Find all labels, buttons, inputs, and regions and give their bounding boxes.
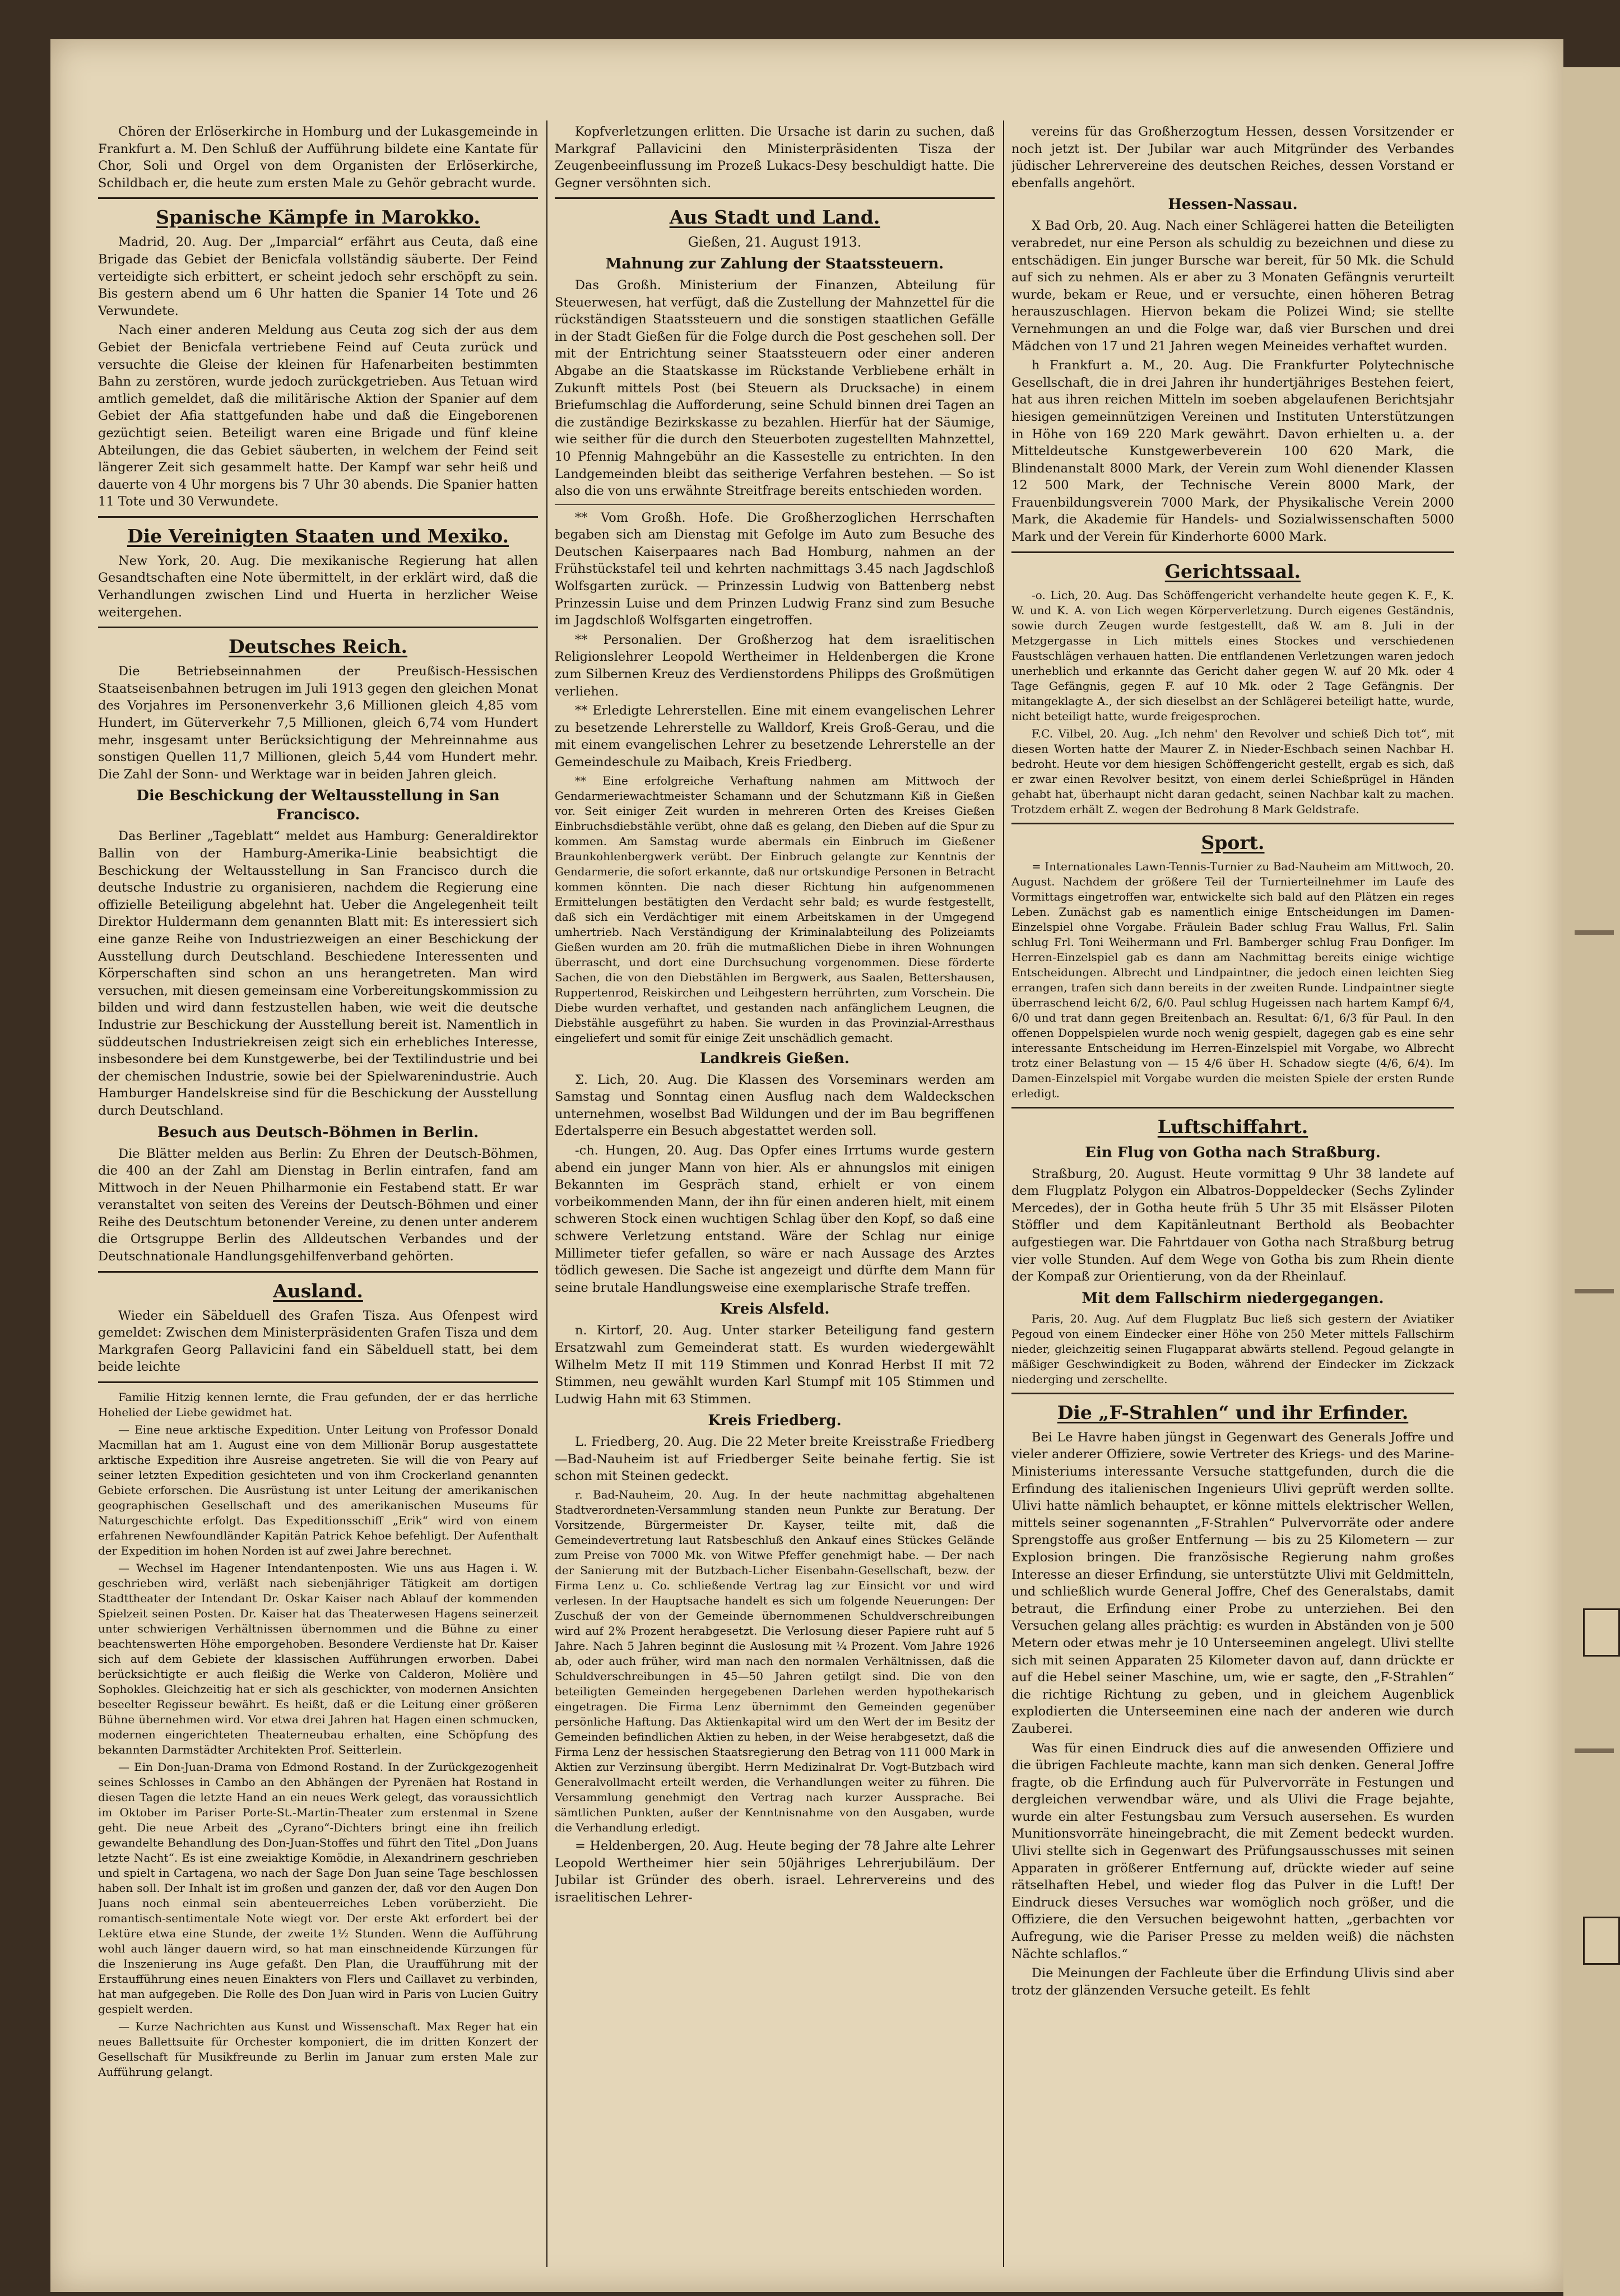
- subheading: Mahnung zur Zahlung der Staatssteuern.: [605, 255, 944, 272]
- paragraph: r. Bad-Nauheim, 20. Aug. In der heute nachmittag abgehaltenen Stadtverordneten-Versammlung standen neun Punkte zur Beratung. Der Vorsitzende, Bürgermeister Dr. Kayser, teilte mit, daß die Gemeindevertretung laut Ratsbeschluß den Ankauf eines Stückes Gelände zum Preise von 7000 Mk. von Witwe Pfeffer genehmigt habe. — Der nach der Sanierung mit der Butzbach-Licher Eisenbahn-Gesellschaft, bezw. der Firma Lenz u. Co. schließende Vertrag lag zur Einsicht vor und wird verlesen. In der Hauptsache handelt es sich um folgende Neuerungen: Der Zuschuß der von der Gemeinde übernommenen Schuldverschreibungen wird auf 2% Prozent herabgesetzt. Die Verlosung dieser Papiere ruht auf 5 Jahre. Nach 5 Jahren beginnt die Auslosung mit ¼ Prozent. Vom Jahre 1926 ab, oder auch früher, wird man nach den normalen Verhältnissen, daß die Schuldverschreibungen in 45—50 Jahren getilgt sind. Die von den beteiligten Gemeinden hergegebenen Darlehen werden hypothekarisch eingetragen. Die Firma Lenz übernimmt den Gemeinden gegenüber persönliche Haftung. Das Aktienkapital wird um den Wert der im Besitz der Gemeinden befindlichen Aktien zu heben, in der Weise herabgesetzt, daß die Firma Lenz der hessischen Staatsregierung den Betrag von 111 000 Mark in Aktien zur Verzinsung übergibt. Herrn Medizinalrat Dr. Vogt-Butzbach wird Generalvollmacht erteilt werden, die Verhandlungen weiter zu führen. Die Versammlung genehmigt den Vertrag nach kurzer Aussprache. Bei sämtlichen Punkten, außer der Kenntnisnahme von den Ausgaben, wurde die Verhandlung erledigt.: [555, 1488, 995, 1835]
- paragraph: Nach einer anderen Meldung aus Ceuta zog sich der aus dem Gebiet der Benicfala vertriebene Feind auf Ceuta zurück und versuchte die Gleise der kleinen für Hafenarbeiten bestimmten Bahn zu zerstören, wurde jedoch zurückgetrieben. Aus Tetuan wird amtlich gemeldet, daß die militärische Aktion der Spanier auf dem Gebiet der Afia stattgefunden habe und daß die Eingeborenen gezüchtigt seien. Beteiligt waren eine Brigade und fünf kleine Abteilungen, die das Gebiet säuberten, in welchem der Feind seit längerer Zeit sich gesammelt hatte. Der Kampf war sehr heiß und dauerte von 4 Uhr morgens bis 7 Uhr 30 abends. Die Spanier hatten 11 Tote und 30 Verwundete.: [98, 323, 538, 509]
- paragraph: Das Großh. Ministerium der Finanzen, Abteilung für Steuerwesen, hat verfügt, daß die Zustellung der Mahnzettel für die rückständigen Staatssteuern und die sonstigen staatlichen Gefälle in der Stadt Gießen für die Folge durch die Post geschehen soll. Der mit der Entrichtung seiner Staatssteuern oder einer anderen Abgabe an die Staatskasse im Rückstande Verbliebene erhält in Zukunft mittels Post (bei Steuern als Drucksache) in einem Briefumschlag die Aufforderung, seine Schuld binnen drei Tagen an die zuständige Bezirkskasse zu bezahlen. Hierfür hat der Säumige, wie seither für die durch den Steuerboten zugestellten Mahnzettel, 10 Pfennig Mahngebühr an die Kassestelle zu entrichten. In den Landgemeinden bleibt das seitherige Verfahren bestehen. — So ist also die von uns erwähnte Streitfrage bereits entschieden worden.: [555, 277, 995, 499]
- divider: [555, 504, 995, 505]
- paragraph: Chören der Erlöserkirche in Homburg und der Lukasgemeinde in Frankfurt a. M. Den Schluß der Aufführung bildete eine Kantate für Chor, Soli und Orgel von dem Organisten der Erlöserkirche, Schildbach er, die heute zum ersten Male zu Gehör gebracht wurde.: [98, 124, 538, 191]
- subheading: Ein Flug von Gotha nach Straßburg.: [1085, 1144, 1381, 1161]
- section-heading: Luftschiffahrt.: [1157, 1115, 1308, 1138]
- paragraph: -o. Lich, 20. Aug. Das Schöffengericht verhandelte heute gegen K. F., K. W. und K. A. von Lich wegen Körperverletzung. Durch eigenes Geständnis, sowie durch Zeugen wurde festgestellt, daß W. am 8. Juli in der Metzgergasse in Lich mittels eines Stockes und verschiedenen Faustschlägen verhauen hatten. Die entflandenen Verletzungen waren jedoch unerheblich und erkannte das Gericht daher gegen W. auf 20 Mk. oder 4 Tage Gefängnis, gegen F. auf 10 Mk. oder 2 Tage Gefängnis. Der mitangeklagte A., der sich dieselbst an der Schlägerei beteiligt hatte, wurde, nicht beteiligt hatte, wurde freigesprochen.: [1011, 588, 1454, 723]
- paragraph: Wieder ein Säbelduell des Grafen Tisza. Aus Ofenpest wird gemeldet: Zwischen dem Ministerpräsidenten Grafen Tisza und dem Markgrafen Georg Pallavicini fand ein Säbelduell statt, bei dem beide leichte: [98, 1308, 538, 1375]
- paragraph: vereins für das Großherzogtum Hessen, dessen Vorsitzender er noch jetzt ist. Der Jubilar war auch Mitgründer des Verbandes jüdischer Lehrervereine des deutschen Reiches, dessen Vorstand er ebenfalls angehört.: [1011, 124, 1454, 191]
- paragraph: Σ. Lich, 20. Aug. Die Klassen des Vorseminars werden am Samstag und Sonntag einen Ausflug nach dem Waldeckschen unternehmen, woselbst Bad Wildungen und der im Bau begriffenen Edertalsperre ein Besuch abgestattet werden soll.: [555, 1072, 995, 1139]
- paragraph: Die Blätter melden aus Berlin: Zu Ehren der Deutsch-Böhmen, die 400 an der Zahl am Dienstag in Berlin eintrafen, fand am Mittwoch in der Neuen Philharmonie ein Festabend statt. Er war veranstaltet von seiten des Vereins der Deutsch-Böhmen und einer Reihe des Deutschtum betonender Vereine, zu denen unter anderem die Ortsgruppe Berlin des Alldeutschen Verbandes und der Deutschnationale Handlungsgehilfenverband gehörten.: [98, 1146, 538, 1264]
- paragraph: ** Erledigte Lehrerstellen. Eine mit einem evangelischen Lehrer zu besetzende Lehrerstelle zu Walldorf, Kreis Groß-Gerau, und die mit einem evangelischen Lehrer zu besetzende Lehrerstelle an der Gemeindeschule zu Maibach, Kreis Friedberg.: [555, 703, 995, 769]
- section-rule: [98, 1271, 538, 1273]
- column-rule: [546, 120, 547, 2267]
- subheading: Mit dem Fallschirm niedergegangen.: [1081, 1290, 1384, 1307]
- paragraph: ** Eine erfolgreiche Verhaftung nahmen am Mittwoch der Gendarmeriewachtmeister Schamann und der Schutzmann Kiß in Gießen vor. Seit einiger Zeit wurden in mehreren Orten des Kreises Gießen Einbruchsdiebstähle verübt, ohne daß es gelang, den Dieben auf die Spur zu kommen. Am Samstag wurde abermals ein Einbruch im Gießener Braunkohlenbergwerk verübt. Der Einbruch gelangte zur Kenntnis der Gendarmerie, die sofort erkannte, daß nur ortskundige Personen in Betracht kommen könnten. Die nach dieser Richtung hin aufgenommenen Ermittelungen bestätigten den Verdacht sehr bald; es wurde festgestellt, daß sich ein Verdächtiger mit einem Arbeitskamen in der Umgegend umhertrieb. Nach Verständigung der Kriminalabteilung des Polizeiamts Gießen wurden am 20. früh die mutmaßlichen Diebe in ihren Wohnungen überrascht, und dort eine Durchsuchung vorgenommen. Diese förderte Sachen, die von den Diebstählen im Bergwerk, aus Saalen, Bettershausen, Ruppertenrod, Reiskirchen und Leihgestern herrührten, zum Vorschein. Die Diebe wurden verhaftet, und gestanden nach anfänglichem Leugnen, die Diebstähle ausgeführt zu haben. Sie wurden in das Provinzial-Arresthaus eingeliefert und somit für einige Zeit unschädlich gemacht.: [555, 773, 995, 1045]
- paragraph: Bei Le Havre haben jüngst in Gegenwart des Generals Joffre und vieler anderer Offiziere, sowie Vertreter des Kriegs- und des Marine-Ministeriums interessante Versuche stattgefunden, durch die die Erfindung des italienischen Ingenieurs Ulivi geprüft werden sollte. Ulivi hatte nämlich behauptet, er könne mittels elektrischer Wellen, mittels seiner sogenannten „F-Strahlen“ Pulvervorräte oder andere Sprengstoffe aus großer Entfernung — bis zu 25 Kilometern — zur Explosion bringen. Die französische Regierung nahm großes Interesse an dieser Erfindung, sie unterstützte Ulivi mit Geldmitteln, und schließlich wurde General Joffre, Chef des Generalstabs, damit betraut, die Erfindung einer Probe zu unterziehen. Bei den Versuchen gelang alles prächtig: es wurden in Abständen von je 500 Metern oder etwas mehr je 10 Unterseeminen angelegt. Ulivi stellte sich mit seinen Apparaten 25 Kilometer davon auf, dann drückte er auf die Hebel seiner Maschine, um, wie er sagte, den „F-Strahlen“ die richtige Richtung zu geben, und in gleichem Augenblick explodierten die Unterseeminen eine nach der anderen wie durch Zauberei.: [1011, 1430, 1454, 1736]
- dateline: Gießen, 21. August 1913.: [688, 234, 862, 251]
- subheading: Kreis Friedberg.: [708, 1412, 842, 1430]
- paragraph: Was für einen Eindruck dies auf die anwesenden Offiziere und die übrigen Fachleute machte, kann man sich denken. General Joffre fragte, ob die Erfindung auch für Pulvervorräte in Festungen und dergleichen verwendbar wäre, und als Ulivi die Frage bejahte, wurde ein alter Festungsbau zum Versuch ausersehen. Es wurden Munitionsvorräte hineingebracht, die mit Zement bedeckt wurden. Ulivi stellte sich in Gegenwart des Prüfungsausschusses mit seinen Apparaten in größerer Entfernung auf, drückte wieder auf seine rätselhaften Hebel, und wieder flog das Pulver in die Luft! Der Eindruck dieses Versuches war womöglich noch größer, und die Offiziere, die den Versuchen beigewohnt hatten, „gerbachten vor Aufregung, wie die Pariser Presse zu melden weiß) die nächsten Nächte schlaflos.“: [1011, 1741, 1454, 1961]
- section-rule: [1011, 823, 1454, 824]
- adjacent-page-box: [1583, 1917, 1620, 1965]
- paragraph: Straßburg, 20. August. Heute vormittag 9 Uhr 38 landete auf dem Flugplatz Polygon ein Albatros-Doppeldecker (Sechs Zylinder Mercedes), der in Gotha heute früh 5 Uhr 35 mit Elsässer Piloten Stöffler und dem Kapitänleutnant Berthold als Beobachter aufgestiegen war. Die Fahrtdauer von Gotha nach Straßburg betrug vier volle Stunden. Auf dem Wege von Gotha bis zum Rhein diente der Kompaß zur Orientierung, von da der Rheinlauf.: [1011, 1166, 1454, 1284]
- paragraph: X Bad Orb, 20. Aug. Nach einer Schlägerei hatten die Beteiligten verabredet, nur eine Person als schuldig zu bezeichnen und diese zu entschädigen. Ein junger Bursche war bereit, für 50 Mk. die Schuld auf sich zu nehmen. Als er aber zu 3 Monaten Gefängnis verurteilt wurde, bekam er Reue, und er versuchte, einen höheren Betrag herauszuschlagen. Hiervon bekam die Polizei Wind; sie stellte Vernehmungen an und die Folge war, daß vier Burschen und drei Mädchen von 17 und 21 Jahren wegen Meineides verhaftet wurden.: [1011, 219, 1454, 354]
- paragraph: n. Kirtorf, 20. Aug. Unter starker Beteiligung fand gestern Ersatzwahl zum Gemeinderat statt. Es wurden wiedergewählt Wilhelm Metz II mit 119 Stimmen und Konrad Herbst II mit 72 Stimmen, neu gewählt wurden Karl Stumpf mit 105 Stimmen und Ludwig Hahn mit 63 Stimmen.: [555, 1323, 995, 1407]
- adjacent-page-box: [1583, 1608, 1620, 1657]
- section-rule: [1011, 1107, 1454, 1108]
- section-heading: Die „F-Strahlen“ und ihr Erfinder.: [1057, 1401, 1409, 1423]
- section-heading: Ausland.: [273, 1279, 363, 1302]
- subheading: Besuch aus Deutsch-Böhmen in Berlin.: [157, 1124, 479, 1141]
- paragraph: = Heldenbergen, 20. Aug. Heute beging der 78 Jahre alte Lehrer Leopold Wertheimer hier sein 50jähriges Lehrerjubiläum. Der Jubilar ist Gründer des oberh. israel. Lehrervereins und des israelitischen Lehrer-: [555, 1839, 995, 1905]
- section-heading: Sport.: [1201, 831, 1265, 854]
- feuilleton-rule: [98, 1381, 538, 1383]
- column-2: [555, 123, 995, 2270]
- paragraph: Die Meinungen der Fachleute über die Erfindung Ulivis sind aber trotz der glänzenden Versuche geteilt. Es fehlt: [1011, 1966, 1454, 1998]
- column-rule: [1003, 120, 1004, 2267]
- paragraph: F.C. Vilbel, 20. Aug. „Ich nehm' den Revolver und schieß Dich tot“, mit diesen Worten hatte der Maurer Z. in Nieder-Eschbach seinen Nachbar H. bedroht. Heute vor dem hiesigen Schöffengericht gestellt, ergab es sich, daß er zwar einen Revolver besitzt, von einem derlei Schießprügel in Händen gehabt hat, überhaupt nicht daran gedacht, seinen Nachbar kalt zu machen. Trotzdem erhält Z. wegen der Bedrohung 8 Mark Geldstrafe.: [1011, 726, 1454, 816]
- paragraph: ** Vom Großh. Hofe. Die Großherzoglichen Herrschaften begaben sich am Dienstag mit Gefolge im Auto zum Besuche des Deutschen Kaiserpaares nach Bad Homburg, nahmen an der Frühstückstafel teil und kehrten nachmittags 3.45 nach Jagdschloß Wolfsgarten zurück. — Prinzessin Ludwig von Battenberg nebst Prinzessin Luise und dem Prinzen Ludwig Franz sind zum Besuche im Jagdschloß Wolfsgarten eingetroffen.: [555, 510, 995, 628]
- paragraph: Die Betriebseinnahmen der Preußisch-Hessischen Staatseisenbahnen betrugen im Juli 1913 gegen den gleichen Monat des Vorjahres im Personenverkehr 3,6 Millionen gleich 4,85 vom Hundert, im Güterverkehr 7,5 Millionen, gleich 6,74 vom Hundert mehr, insgesamt unter Berücksichtigung der Mehreinnahme aus sonstigen Quellen 11,7 Millionen, gleich 5,44 vom Hundert mehr. Die Zahl der Sonn- und Werktage war in beiden Jahren gleich.: [98, 664, 538, 782]
- paragraph: ** Personalien. Der Großherzog hat dem israelitischen Religionslehrer Leopold Wertheimer in Heldenbergen die Krone zum Silbernen Kreuz des Verdienstordens Philipps des Großmütigen verliehen.: [555, 632, 995, 699]
- section-heading: Gerichtssaal.: [1164, 560, 1301, 582]
- section-rule: [1011, 1393, 1454, 1394]
- section-heading: Die Vereinigten Staaten und Mexiko.: [127, 525, 509, 547]
- paragraph: Das Berliner „Tageblatt“ meldet aus Hamburg: Generaldirektor Ballin von der Hamburg-Amerika-Linie beabsichtigt die Beschickung der Weltausstellung in San Francisco durch die deutsche Industrie zu organisieren, nachdem die Regierung eine offizielle Beteiligung abgelehnt hat. Ueber die Angelegenheit teilt Direktor Huldermann dem genannten Blatt mit: Es interessiert sich eine ganze Reihe von Industriezweigen an einer Beschickung der Ausstellung durch Deutschland. Beschiedene Interessenten und Körperschaften sind schon an uns herangetreten. Man wird versuchen, mit diesen gemeinsam eine Vorbereitungskommission zu bilden und wird dann festzustellen haben, wie weit die deutsche Industrie zur Beschickung der Ausstellung bereit ist. Namentlich in süddeutschen Industriekreisen zeigt sich ein erhebliches Interesse, insbesondere bei dem Kunstgewerbe, bei der Textilindustrie und bei der chemischen Industrie, sowie bei der Spielwarenindustrie. Auch Hamburger Handelskreise sind für die Beschickung der Ausstellung durch Deutschland.: [98, 829, 538, 1118]
- subheading: Hessen-Nassau.: [1168, 196, 1298, 214]
- paragraph: = Internationales Lawn-Tennis-Turnier zu Bad-Nauheim am Mittwoch, 20. August. Nachdem der größere Teil der Turnierteilnehmer im Laufe des Vormittags eingetroffen war, entwickelte sich bald auf den Plätzen ein reges Leben. Zunächst gab es namentlich einige Entscheidungen im Damen-Einzelspiel ohne Vorgabe. Fräulein Bader schlug Frau Wallus, Frl. Salin schlug Frl. Toni Weihermann und Frl. Bamberger schlug Frau Donfiger. Im Herren-Einzelspiel gab es dann am Nachmittag bereits einige wichtige Entscheidungen. Albrecht und Lindpaintner, die jedoch einen leichten Sieg errangen, trafen sich dann bereits in der zweiten Runde. Lindpaintner siegte überraschend leicht 6/2, 6/0. Paul schlug Hugeissen nach hartem Kampf 6/4, 6/0 und trat dann gegen Breitenbach an. Resultat: 6/1, 6/3 für Paul. In den offenen Doppelspielen wurde noch wenig gespielt, dagegen gab es eine sehr interessante Entscheidung im Herren-Einzelspiel mit Vorgabe, wo Albrecht trotz einer Belastung von — 15 4/6 über H. Schadow siegte (4/6, 6/4). Im Damen-Einzelspiel mit Vorgabe wurden die meisten Spiele der ersten Runde erledigt.: [1011, 859, 1454, 1100]
- paragraph: — Wechsel im Hagener Intendantenposten. Wie uns aus Hagen i. W. geschrieben wird, verläßt nach siebenjähriger Tätigkeit am dortigen Stadttheater der Intendant Dr. Oskar Kaiser nach Ablauf der kommenden Spielzeit seinen Posten. Dr. Kaiser hat das Theaterwesen Hagens seinerzeit unter schwierigen Verhältnissen übernommen und die Bühne zu einer beachtenswerten Höhe emporgehoben. Besondere Verdienste hat Dr. Kaiser sich auf dem Gebiete der klassischen Aufführungen erworben. Dabei berücksichtigte er auch fleißig die Werke von Calderon, Molière und Sophokles. Gleichzeitig hat er sich als geschickter, von modernen Ansichten beseelter Regisseur bewährt. Es heißt, daß er die Leitung einer größeren Bühne übernehmen wird. Vor etwa drei Jahren hat Hagen einen schmucken, modernen eingerichteten Theaterneubau erhalten, eine Schöpfung des bekannten Darmstädter Architekten Prof. Seitterlein.: [98, 1561, 538, 1757]
- paragraph: Kopfverletzungen erlitten. Die Ursache ist darin zu suchen, daß Markgraf Pallavicini den Ministerpräsidenten Tisza der Zeugenbeeinflussung im Prozeß Lukacs-Desy beschuldigt hatte. Die Gegner versöhnten sich.: [555, 124, 995, 191]
- paragraph: — Eine neue arktische Expedition. Unter Leitung von Professor Donald Macmillan hat am 1. August eine von dem Millionär Borup ausgestattete arktische Expedition ihre Ausreise angetreten. Sie will die von Peary auf seiner letzten Expedition gesichteten und von ihm Crockerland genannten Gebiete erforschen. Die Ausrüstung ist unter Leitung der amerikanischen geographischen Gesellschaft und des amerikanischen Museums für Naturgeschichte erfolgt. Das Expeditionsschiff „Erik“ wird von einem erfahrenen Newfoundländer Kapitän Patrick Kehoe befehligt. Der Aufenthalt der Expedition im hohen Norden ist auf zwei Jahre berechnet.: [98, 1423, 538, 1558]
- adjacent-page-rule: [1575, 930, 1614, 935]
- adjacent-page-rule: [1575, 1748, 1614, 1753]
- paragraph: Familie Hitzig kennen lernte, die Frau gefunden, der er das herrliche Hohelied der Liebe gewidmet hat.: [98, 1390, 538, 1420]
- paragraph: L. Friedberg, 20. Aug. Die 22 Meter breite Kreisstraße Friedberg—Bad-Nauheim ist auf Friedberger Seite beinahe fertig. Sie ist schon mit Steinen gedeckt.: [555, 1435, 995, 1484]
- paragraph: Madrid, 20. Aug. Der „Imparcial“ erfährt aus Ceuta, daß eine Brigade das Gebiet der Benicfala vollständig säuberte. Der Feind verteidigte sich erbittert, er scheint jedoch sehr erschöpft zu sein. Bis gestern abend um 6 Uhr hatten die Spanier 14 Tote und 26 Verwundete.: [98, 235, 538, 318]
- paragraph: h Frankfurt a. M., 20. Aug. Die Frankfurter Polytechnische Gesellschaft, die in drei Jahren ihr hundertjähriges Bestehen feiert, hat aus ihren reichen Mitteln im soeben abgelaufenen Berichtsjahr hiesigen gemeinnützigen Vereinen und Instituten Unterstützungen in Höhe von 169 220 Mark gewährt. Davon erhielten u. a. der Mitteldeutsche Kunstgewerbeverein 100 620 Mark, die Blindenanstalt 8000 Mark, der Verein zum Wohl dienender Klassen 12 500 Mark, der Technische Verein 8000 Mark, der Frauenbildungsverein 7000 Mark, der Physikalische Verein 2000 Mark, die Akademie für Handels- und Sozialwissenschaften 5000 Mark und der Verein für Kinderhorte 6000 Mark.: [1011, 358, 1454, 545]
- paragraph: — Ein Don-Juan-Drama von Edmond Rostand. In der Zurückgezogenheit seines Schlosses in Cambo an den Abhängen der Pyrenäen hat Rostand in diesen Tagen die letzte Hand an ein neues Werk gelegt, das voraussichtlich im Oktober im Pariser Porte-St.-Martin-Theater zum erstenmal in Szene geht. Die neue Arbeit des „Cyrano“-Dichters bringt eine ihn freilich gewandelte Behandlung des Don-Juan-Stoffes und führt den Titel „Don Juans letzte Nacht“. Es ist eine zweiaktige Komödie, in Alexandrinern geschrieben und spielt in Cartagena, wo nach der Sage Don Juan seine Tage beschlossen haben soll. Der Inhalt ist im großen und ganzen der, daß vor den Augen Don Juans noch einmal sein abenteuerreiches Leben vorüberzieht. Die romantisch-sentimentale Note wiegt vor. Der erste Akt erfordert bei der Lektüre etwa eine Stunde, der zweite 1½ Stunden. Wenn die Aufführung wohl auch länger dauern wird, so hat man einschneidende Kürzungen für die Inszenierung ins Auge gefaßt. Den Plan, die Uraufführung mit der Erstaufführung eines neuen Einakters von Flers und Caillavet zu verbinden, hat man aufgegeben. Die Rolle des Don Juan wird in Paris von Lucien Guitry gespielt werden.: [98, 1760, 538, 2016]
- section-rule: [98, 516, 538, 518]
- section-rule: [1011, 551, 1454, 553]
- section-rule: [98, 627, 538, 628]
- section-heading: Aus Stadt und Land.: [669, 206, 880, 229]
- paragraph: — Kurze Nachrichten aus Kunst und Wissenschaft. Max Reger hat ein neues Ballettsuite für Orchester komponiert, die im dritten Konzert der Gesellschaft für Musikfreunde zu Berlin im Januar zum ersten Male zur Aufführung gelangt.: [98, 2020, 538, 2079]
- subheading: Die Beschickung der Weltausstellung in San Francisco.: [136, 787, 500, 824]
- subheading: Landkreis Gießen.: [700, 1050, 850, 1067]
- paragraph: -ch. Hungen, 20. Aug. Das Opfer eines Irrtums wurde gestern abend ein junger Mann von hier. Als er ahnungslos mit einigen Bekannten im Gespräch stand, erhielt er von einem vorbeikommenden Mann, der ihn für einen anderen hielt, mit einem schweren Stock einen wuchtigen Schlag über den Kopf, so daß eine schwere Verletzung entstand. Wäre der Schlag nur einige Millimeter tiefer gefallen, so wäre er nach Aussage des Arztes tödlich gewesen. Die Sache ist angezeigt und dürfte dem Mann für seine brutale Handlungsweise eine exemplarische Strafe treffen.: [555, 1143, 995, 1295]
- section-rule: [555, 197, 995, 199]
- column-3: [1011, 123, 1454, 2270]
- paragraph: New York, 20. Aug. Die mexikanische Regierung hat allen Gesandtschaften eine Note übermittelt, in der erklärt wird, daß die Verhandlungen zwischen Lind und Huerta in herzlicher Weise weitergehen.: [98, 553, 538, 620]
- adjacent-page-rule: [1575, 1289, 1614, 1293]
- paragraph: Paris, 20. Aug. Auf dem Flugplatz Buc ließ sich gestern der Aviatiker Pegoud von einem Eindecker einer Höhe von 250 Meter mittels Fallschirm nieder, gleichzeitig seinen Flugapparat abwärts stellend. Pegoud gelangte in mäßiger Geschwindigkeit zu Boden, während der Eindecker im Zickzack niederging und zerschellte.: [1011, 1311, 1454, 1386]
- column-1: [98, 123, 538, 2270]
- section-rule: [98, 197, 538, 199]
- section-heading: Deutsches Reich.: [228, 636, 408, 658]
- section-heading: Spanische Kämpfe in Marokko.: [156, 206, 480, 229]
- subheading: Kreis Alsfeld.: [720, 1301, 830, 1318]
